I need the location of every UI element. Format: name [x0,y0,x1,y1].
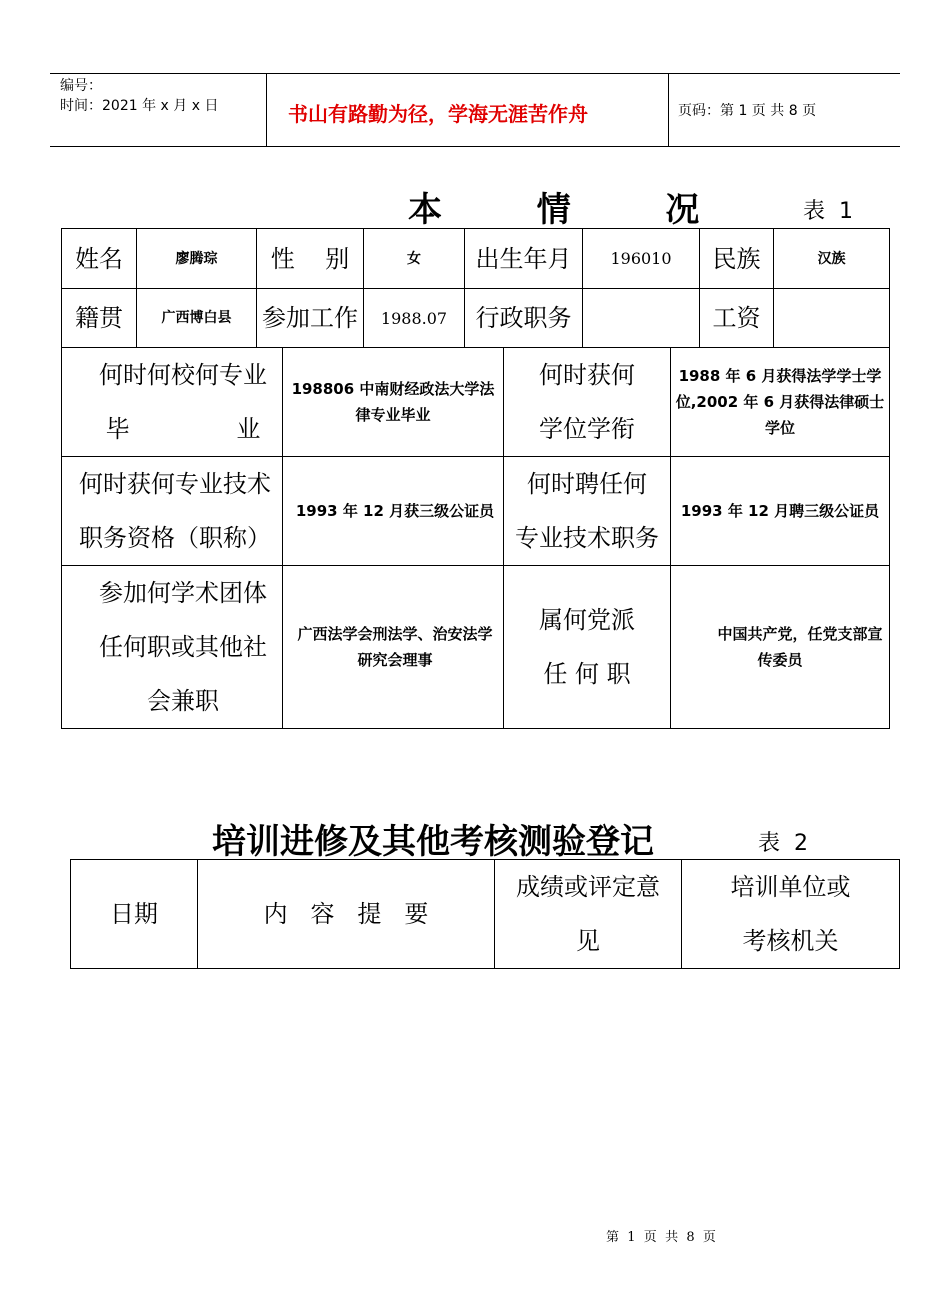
appointment-label-line1: 何时聘任何 [527,470,647,498]
header-bottom-rule [50,146,900,147]
gender-label: 性 别 [257,229,364,289]
association-label-line3: 会兼职 [147,687,219,715]
doc-date-label: 时间：2021 年 x 月 x 日 [60,98,219,114]
association-label [62,566,283,729]
ethnic-value: 汉族 [774,229,890,289]
admin-post-label: 行政职务 [465,289,583,348]
salary-value [774,289,890,348]
qualification-label-line2: 职务资格（职称） [79,524,271,552]
ethnic-label: 民族 [700,229,774,289]
motto-text: 书山有路勤为径，学海无涯苦作舟 [288,102,588,126]
header-divider-left [266,73,267,146]
degree-label-line2: 学位学衔 [539,415,635,443]
appointment-label [504,457,671,566]
training-table [70,859,900,969]
table1-tag: 表 1 [803,199,853,224]
party-value: 中国共产党，任党支部宣传委员 [671,566,890,729]
basic-info-table-bottom [61,347,890,729]
appointment-label-line2: 专业技术职务 [515,524,659,552]
qualification-label [62,457,283,566]
col-date-header: 日期 [71,860,198,969]
work-start-value: 1988.07 [364,289,465,348]
col-unit-line1: 培训单位或 [730,873,851,901]
appointment-value: 1993 年 12 月聘三级公证员 [671,457,890,566]
association-label-line2: 任何职或其他社 [99,633,267,661]
graduation-label-line2: 毕 业 [105,415,261,443]
page-footer: 第 1 页 共 8 页 [606,1230,716,1245]
col-result-header [495,860,682,969]
work-start-label: 参加工作 [257,289,364,348]
birth-value: 196010 [583,229,700,289]
col-unit-header [682,860,900,969]
gender-value: 女 [364,229,465,289]
party-label-line1: 属何党派 [539,606,635,634]
name-value: 廖腾琮 [137,229,257,289]
birth-label: 出生年月 [465,229,583,289]
native-value: 广西博白县 [137,289,257,348]
col-unit-line2: 考核机关 [742,927,839,955]
association-value: 广西法学会刑法学、治安法学研究会理事 [283,566,504,729]
page-info: 页码：第 1 页 共 8 页 [678,103,817,119]
association-label-line1: 参加何学术团体 [99,579,267,607]
table1-title: 本 情 况 [408,190,700,230]
qualification-value: 1993 年 12 月获三级公证员 [283,457,504,566]
native-label: 籍贯 [62,289,137,348]
header-top-rule [50,73,900,74]
table2-tag: 表 2 [758,831,808,856]
degree-label [504,348,671,457]
party-label-line2: 任 何 职 [543,660,631,688]
party-label [504,566,671,729]
degree-label-line1: 何时获何 [539,361,635,389]
admin-post-value [583,289,700,348]
salary-label: 工资 [700,289,774,348]
basic-info-table-top [61,228,890,348]
graduation-label [62,348,283,457]
name-label: 姓名 [62,229,137,289]
table2-title: 培训进修及其他考核测验登记 [212,822,654,862]
degree-value: 1988 年 6 月获得法学学士学位,2002 年 6 月获得法律硕士学位 [671,348,890,457]
header-divider-right [668,73,669,146]
qualification-label-line1: 何时获何专业技术 [79,470,271,498]
doc-number-label: 编号： [60,78,102,94]
graduation-label-line1: 何时何校何专业 [99,361,267,389]
graduation-value: 198806 中南财经政法大学法律专业毕业 [283,348,504,457]
col-result-line2: 见 [576,927,600,955]
col-content-header: 内 容 提 要 [198,860,495,969]
col-result-line1: 成绩或评定意 [516,873,660,901]
